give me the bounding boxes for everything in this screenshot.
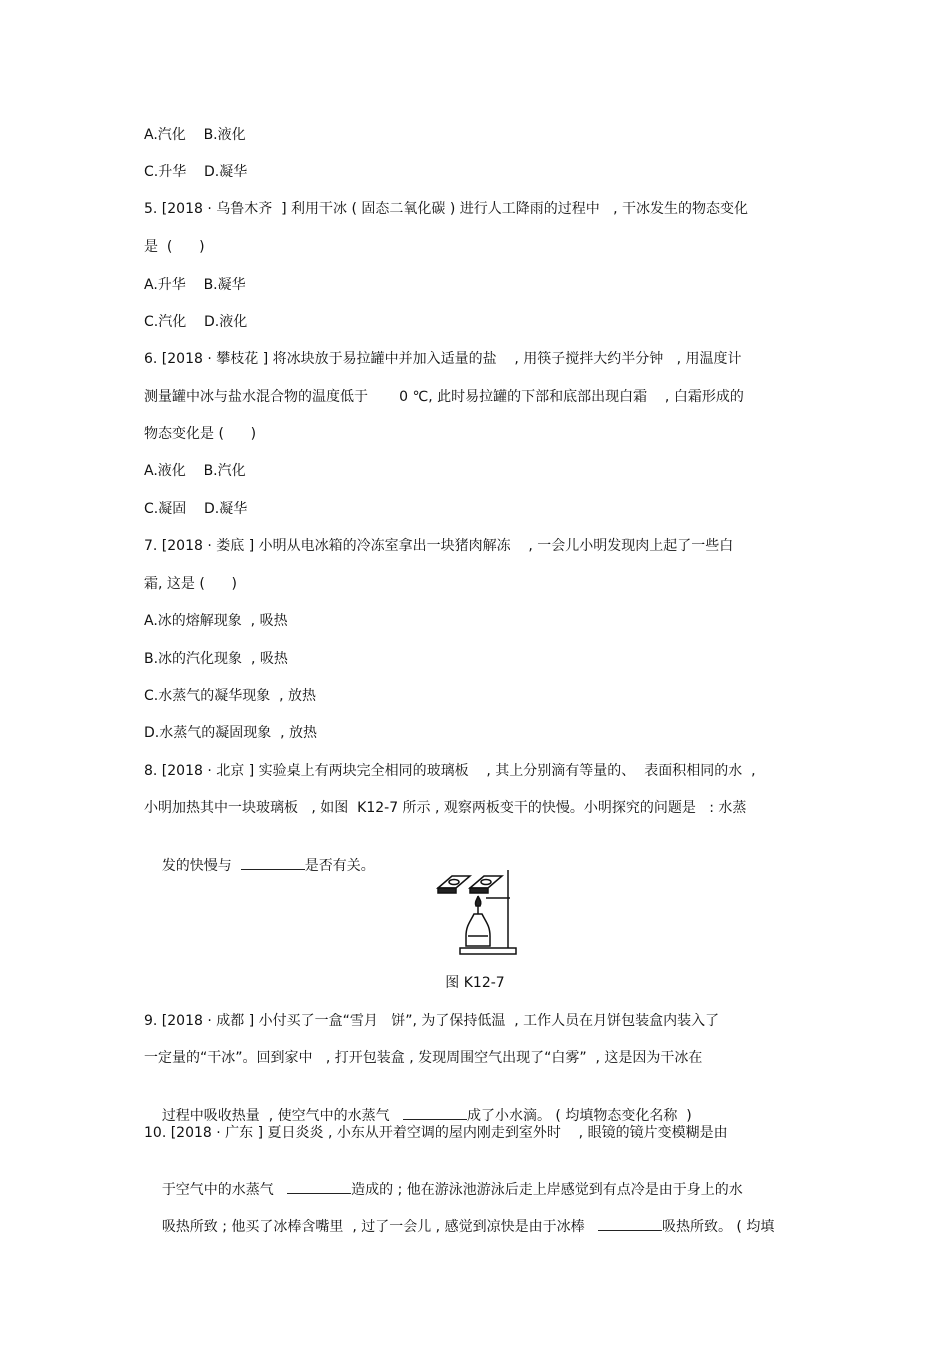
q7-option-b: B.冰的汽化现象 , 吸热 (144, 651, 288, 667)
q6-options-cd: C.凝固 D.凝华 (144, 501, 248, 517)
q6-stem-line2: 测量罐中冰与盐水混合物的温度低于 0 ℃, 此时易拉罐的下部和底部出现白霜 , 白霜形成的 (144, 389, 744, 405)
q5-options-ab: A.升华 B.凝华 (144, 277, 246, 293)
q9-stem-line2: 一定量的“干冰”。回到家中 , 打开包装盒 , 发现周围空气出现了“白雾” , 这是因为干冰在 (144, 1050, 703, 1066)
q10-text-after-2: 吸热所致。 ( 均填 (661, 1219, 775, 1235)
q10-stem-line1: 10. [2018 · 广东 ] 夏日炎炎 , 小东从开着空调的屋内刚走到室外时 , 眼镜的镜片变模糊是由 (144, 1125, 728, 1141)
q7-stem-line1: 7. [2018 · 娄底 ] 小明从电冰箱的冷冻室拿出一块猪肉解冻 , 一会儿小明发现肉上起了一些白 (144, 538, 734, 554)
q4-options-cd: C.升华 D.凝华 (144, 164, 248, 180)
q7-option-a: A.冰的熔解现象 , 吸热 (144, 613, 288, 629)
q8-answer-blank (241, 855, 305, 870)
q5-stem-line2: 是 ( ) (144, 239, 205, 255)
q10-text-after-1: 造成的 ; 他在游泳池游泳后走上岸感觉到有点冷是由于身上的水 (351, 1182, 743, 1198)
q6-options-ab: A.液化 B.汽化 (144, 463, 246, 479)
q7-option-c: C.水蒸气的凝华现象 , 放热 (144, 688, 317, 704)
q10-text-before-1: 于空气中的水蒸气 (161, 1182, 274, 1198)
q5-options-cd: C.汽化 D.液化 (144, 314, 248, 330)
alcohol-lamp (466, 896, 490, 946)
q6-stem-line1: 6. [2018 · 攀枝花 ] 将冰块放于易拉罐中并加入适量的盐 , 用筷子搅拌大约半分钟 , 用温度计 (144, 351, 742, 367)
glass-plate-left (438, 876, 470, 893)
q4-options-ab: A.汽化 B.液化 (144, 127, 246, 143)
q8-text-before: 发的快慢与 (161, 858, 232, 874)
q9-answer-blank (403, 1105, 467, 1120)
q7-option-d: D.水蒸气的凝固现象 , 放热 (144, 725, 318, 741)
q8-stem-line3 (144, 837, 375, 893)
q7-stem-line2: 霜, 这是 ( ) (144, 576, 237, 592)
q9-text-after: 成了小水滴。 ( 均填物态变化名称 ) (466, 1108, 692, 1124)
q6-stem-line3: 物态变化是 ( ) (144, 426, 257, 442)
q8-stem-line2: 小明加热其中一块玻璃板 , 如图 K12-7 所示 , 观察两板变干的快慢。小明探究的问题是 : 水蒸 (144, 800, 747, 816)
q8-stem-line1: 8. [2018 · 北京 ] 实验桌上有两块完全相同的玻璃板 , 其上分别滴有等量的、 表面积相同的水 , (144, 763, 756, 779)
q10-stem-line3 (144, 1198, 774, 1254)
q8-text-after: 是否有关。 (304, 858, 375, 874)
figure-caption: 图 K12-7 (445, 975, 505, 991)
q10-answer-blank-1 (287, 1179, 351, 1194)
q5-stem-line1: 5. [2018 · 乌鲁木齐 ] 利用干冰 ( 固态二氧化碳 ) 进行人工降雨的过程中 , 干冰发生的物态变化 (144, 201, 749, 217)
q9-stem-line1: 9. [2018 · 成都 ] 小付买了一盒“雪月 饼”, 为了保持低温 , 工作人员在月饼包装盒内装入了 (144, 1013, 720, 1029)
glass-plate-right (470, 876, 502, 893)
q10-answer-blank-2 (598, 1216, 662, 1231)
q9-text-before: 过程中吸收热量 , 使空气中的水蒸气 (161, 1108, 390, 1124)
experiment-figure (430, 866, 520, 958)
q10-text-before-2: 吸热所致 ; 他买了冰棒含嘴里 , 过了一会儿 , 感觉到凉快是由于冰棒 (161, 1219, 585, 1235)
